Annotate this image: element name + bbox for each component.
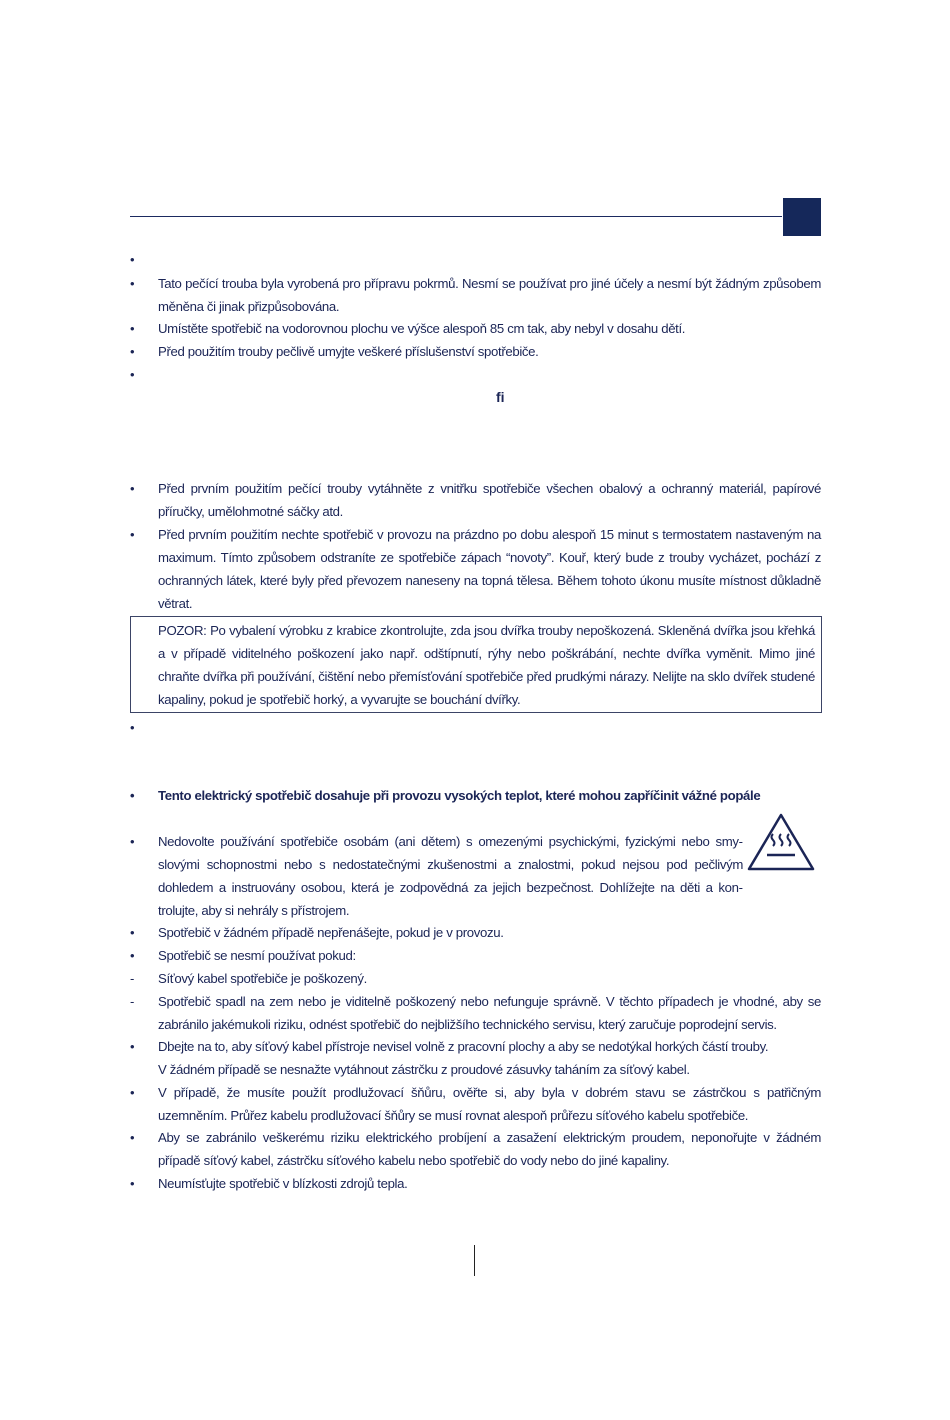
bullet: • [130,925,135,940]
high-temperature-warning: Tento elektrický spotřebič dosahuje při provozu vysokých teplot, které mohou zapříčinit vážné popále [158,788,761,803]
warning-text: POZOR: Po vybalení výrobku z krabice zkontrolujte, zda jsou dvířka trouby nepoškozená. Skleněná dvířka jsou křehká a v případě viditelného poškození jako např. odštípnutí, rýhy nebo poškrábání, nechte dvířka vyměnit. Mimo jiné chraňte dvířka při používání, čištění nebo přemísťování spotřebiče před prudkými nárazy. Nelijte na sklo dvířek studené kapaliny, pokud je spotřebič horký, a vyvarujte se bouchání dvířky. [158,623,815,707]
bullet: • [130,344,135,359]
empty-bullet: • [130,252,135,267]
dash: - [130,994,135,1009]
bullet: • [130,788,135,803]
list-item: Spotřebič spadl na zem nebo je viditelně poškozený nebo nefunguje správně. V těchto případech je vhodné, aby se zabránilo jakémukoli riziku, odnést spotřebič do nejbližšího technického servisu, který zaručuje poprodejní servis. [158,994,821,1032]
list-item: Spotřebič se nesmí používat pokud: [158,948,356,963]
list-item: Před prvním použitím nechte spotřebič v provozu na prázdno po dobu alespoň 15 minut s termostatem nastaveným na maximum. Tímto způsobem odstraníte ze spotřebiče zápach “novoty”. Kouř, který bude z trouby vycházet, pochází z ochranných látek, které byly před převozem naneseny na topná tělesa. Během tohoto úkonu musíte místnost důkladně větrat. [158,527,821,611]
list-item: Nedovolte používání spotřebiče osobám (ani dětem) s omezenými psychickými, fyzickými nebo smyslovými schopnostmi nebo s nedostatečnými zkušenostmi a znalostmi, pokud nejsou pod pečlivým dohledem a instruovány osobou, která je zodpovědná za jejich bezpečnost. Dohlížejte na děti a kontrolujte, aby si nehrály s přístrojem. [158,834,743,918]
bullet: • [130,1085,135,1100]
bullet: • [130,948,135,963]
bullet: • [130,1130,135,1145]
bullet: • [130,527,135,542]
bullet: • [130,1039,135,1054]
page-divider [474,1245,475,1276]
dash: - [130,971,135,986]
bullet: • [130,1176,135,1191]
list-item: Dbejte na to, aby síťový kabel přístroje nevisel volně z pracovní plochy a aby se nedotýkal horkých částí trouby. [158,1039,769,1054]
list-item: Spotřebič v žádném případě nepřenášejte, pokud je v provozu. [158,925,504,940]
ligature-glyph: fi [496,389,505,405]
list-item: V případě, že musíte použít prodlužovací šňůru, ověřte si, aby byla v dobrém stavu se zástrčkou s patřičným uzemněním. Průřez kabelu prodlužovací šňůry se musí rovnat alespoň průřezu síťového kabelu spotřebiče. [158,1085,821,1123]
bullet: • [130,321,135,336]
list-item: Před prvním použitím pečící trouby vytáhněte z vnitřku spotřebiče všechen obalový a ochranný materiál, papírové příručky, umělohmotné sáčky atd. [158,481,821,519]
empty-bullet: • [130,720,135,735]
list-item: Tato pečící trouba byla vyrobená pro přípravu pokrmů. Nesmí se používat pro jiné účely a nesmí být žádným způsobem měněna či jinak přizpůsobována. [158,276,821,314]
list-item: Aby se zabránilo veškerému riziku elektrického probíjení a zasažení elektrickým proudem, neponořujte v žádném případě síťový kabel, zástrčku síťového kabelu nebo spotřebič do vody nebo do jiné kapaliny. [158,1130,821,1168]
list-item: Umístěte spotřebič na vodorovnou plochu ve výšce alespoň 85 cm tak, aby nebyl v dosahu dětí. [158,321,686,336]
list-item: V žádném případě se nesnažte vytáhnout zástrčku z proudové zásuvky taháním za síťový kabel. [158,1062,690,1077]
list-item: Před použitím trouby pečlivě umyjte veškeré příslušenství spotřebiče. [158,344,539,359]
header-rule [130,216,782,217]
bullet: • [130,834,135,849]
chapter-marker-box [783,198,821,236]
bullet: • [130,481,135,496]
empty-bullet: • [130,367,135,382]
list-item: Neumísťujte spotřebič v blízkosti zdrojů tepla. [158,1176,408,1191]
list-item: Síťový kabel spotřebiče je poškozený. [158,971,367,986]
hot-surface-warning-icon [746,812,816,872]
bullet: • [130,276,135,291]
